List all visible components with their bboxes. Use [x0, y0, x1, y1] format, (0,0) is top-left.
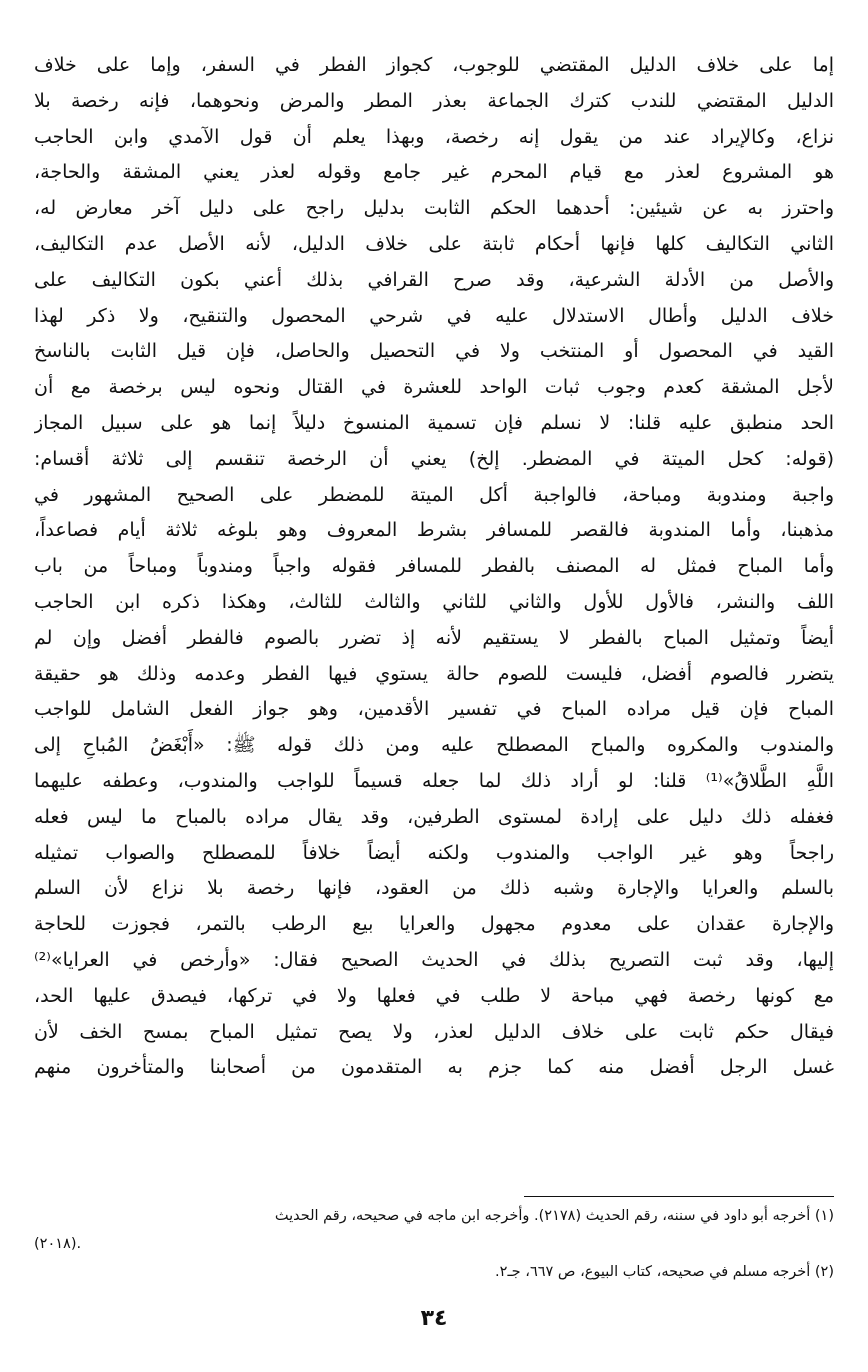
text-line: والإجارة عقدان على معدوم مجهول والعرايا بيع الرطب بالتمر، فجوزت للحاجة	[34, 913, 834, 936]
text-line: إليها، وقد ثبت التصريح بذلك في الحديث الصحيح فقال: «وأرخص في العرايا»⁽²⁾	[34, 948, 834, 971]
text-line: لأجل المشقة كعدم وجوب ثبات الواحد للعشرة في القتال ونحوه ليس برخصة مع أن	[34, 376, 834, 399]
main-text	[34, 48, 834, 1086]
text-line: الحد منطبق عليه قلنا: لا نسلم فإن تسمية المنسوخ دليلاً إنما هو على سبيل المجاز	[34, 411, 834, 434]
text-line: هو المشروع لعذر مع قيام المحرم غير جامع وقوله لعذر يعني المشقة والحاجة،	[34, 161, 834, 184]
footnote-1: (١) أخرجه أبو داود في سننه، رقم الحديث (٢١٧٨). وأخرجه ابن ماجه في صحيحه، رقم الحديث	[274, 1208, 834, 1224]
text-line: غسل الرجل أفضل منه كما جزم به المتقدمون من أصحابنا والمتأخرون منهم	[34, 1056, 834, 1079]
text-line: خلاف الدليل وأطال الاستدلال عليه في شرحي المحصول والتنقيح، ولا ذكر لهذا	[34, 304, 834, 327]
text-line: (قوله: كحل الميتة في المضطر. إلخ) يعني أن الرخصة تنقسم إلى ثلاثة أقسام:	[34, 447, 834, 470]
text-line: اللَّهِ الطَّلاقُ»⁽¹⁾ قلنا: لو أراد ذلك لما جعله قسيماً للواجب والمندوب، وعطفه عليهما	[34, 769, 834, 792]
text-line: وأما المباح فمثل له المصنف بالفطر للمسافر فقوله واجباً ومندوباً ومباحاً من باب	[34, 555, 834, 578]
text-line: اللف والنشر، فالأول للأول والثاني للثاني والثالث للثالث، وهكذا ذكره ابن الحاجب	[34, 590, 834, 613]
text-line: أيضاً وتمثيل المباح بالفطر لا يستقيم لأنه إذ تضرر بالصوم فالفطر أفضل وإن لم	[34, 626, 834, 649]
text-line: والأصل من الأدلة الشرعية، وقد صرح القرافي بذلك أعني بكون التكاليف على	[34, 268, 834, 291]
text-line: نزاع، وكالإيراد عند من يقول إنه رخصة، وبهذا يعلم أن قول الآمدي وابن الحاجب	[34, 125, 834, 148]
footnotes	[34, 1202, 834, 1286]
footnote-separator	[524, 1196, 834, 1197]
text-line: الثاني التكاليف كلها فإنها أحكام ثابتة على خلاف الدليل، لأنه الأصل عدم التكاليف،	[34, 232, 834, 255]
text-line: راجحاً وهو غير الواجب والمندوب ولكنه أيضاً خلافاً للمصطلح والصواب تمثيله	[34, 841, 834, 864]
text-line: واحترز به عن شيئين: أحدهما الحكم الثابت بدليل راجح على دليل آخر معارض له،	[34, 197, 834, 220]
text-line: مع كونها رخصة فهي مباحة لا طلب في فعلها ولا في تركها، فيصدق عليها الحد،	[34, 984, 834, 1007]
text-line: فيقال حكم ثابت على خلاف الدليل لعذر، ولا يصح تمثيل المباح بمسح الخف لأن	[34, 1020, 834, 1043]
text-line: واجبة ومندوبة ومباحة، فالواجبة أكل الميتة للمضطر على الصحيح المشهور في	[34, 483, 834, 506]
text-line: إما على خلاف الدليل المقتضي للوجوب، كجواز الفطر في السفر، وإما على خلاف	[34, 54, 834, 76]
footnote-2: (٢) أخرجه مسلم في صحيحه، كتاب البيوع، ص ٦٦٧، جـ٢.	[495, 1264, 834, 1280]
page-number: ٣٤	[420, 1306, 448, 1331]
text-line: مذهبنا، وأما المندوبة فالقصر للمسافر بشرط المعروف وهو بلوغه ثلاثة أيام فصاعداً،	[34, 519, 834, 542]
text-line: الدليل المقتضي للندب كترك الجماعة بعذر المطر والمرض ونحوهما، فإنه رخصة بلا	[34, 89, 834, 112]
text-line: بالسلم والعرايا والإجارة وشبه ذلك من العقود، فإنها رخصة بلا نزاع لأن السلم	[34, 877, 834, 900]
text-line: يتضرر فالصوم أفضل، فليست للصوم حالة يستوي فيها الفطر وعدمه وذلك هو حقيقة	[34, 662, 834, 685]
text-line: والمندوب والمكروه والمباح المصطلح عليه ومن ذلك قوله ﷺ: «أَبْغَضُ المُباحِ إلى	[34, 734, 834, 757]
text-line: المباح فإن قيل مراده المباح في تفسير الأقدمين، وهو جواز الفعل الشامل للواجب	[34, 698, 834, 721]
text-line: فغفله ذلك دليل على إرادة لمستوى الطرفين، وقد يقال مراده بالمباح ما ليس فعله	[34, 805, 834, 828]
footnote-1-continuation: (٢٠١٨).	[34, 1236, 82, 1252]
text-line: القيد في المحصول أو المنتخب ولا في التحصيل والحاصل، فإن قيل الثابت بالناسخ	[34, 340, 834, 363]
